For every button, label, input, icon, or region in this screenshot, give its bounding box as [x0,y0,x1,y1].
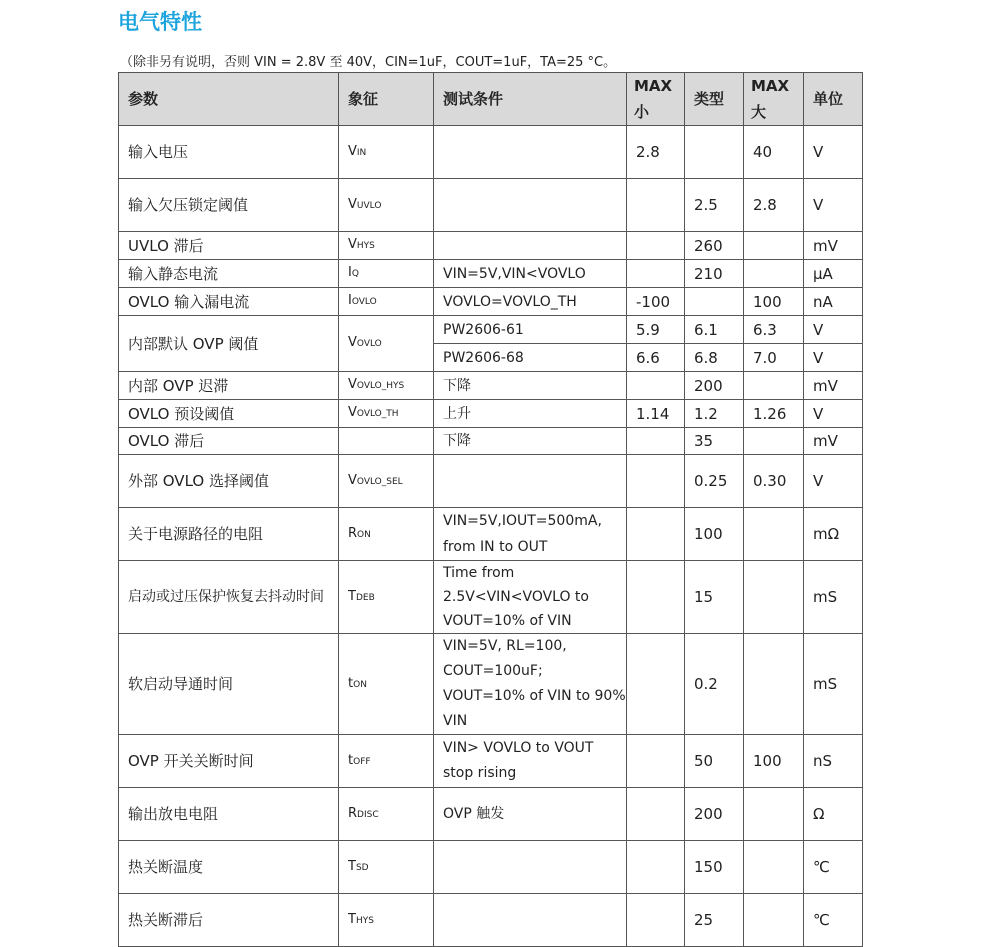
table-row [119,400,863,428]
symbol-cell [339,428,434,455]
typ-cell: 35 [685,428,744,455]
symbol-cell: IOVLO [339,288,434,316]
condition-cell: OVP 触发 [434,788,627,841]
symbol-cell: VIN [339,126,434,179]
typ-cell: 200 [685,372,744,400]
table-row [119,372,863,400]
table-row [119,179,863,232]
condition-cell [434,126,627,179]
condition-cell: 下降 [434,372,627,400]
max-cell [744,508,804,561]
min-cell: 2.8 [627,126,685,179]
param-cell: OVLO 滞后 [119,428,339,455]
table-row [119,316,863,344]
max-cell: 7.0 [744,344,804,372]
test-conditions-note: （除非另有说明，否则 VIN = 2.8V 至 40V，CIN=1uF，COUT=1uF，TA=25 °C。 [120,55,617,70]
symbol-cell: tOFF [339,735,434,788]
condition-cell [434,179,627,232]
min-cell [627,508,685,561]
condition-cell [434,232,627,260]
min-cell [627,561,685,634]
max-cell [744,428,804,455]
table-row [119,735,863,788]
max-cell: 0.30 [744,455,804,508]
max-cell [744,841,804,894]
min-cell [627,455,685,508]
table-row [119,455,863,508]
min-cell [627,894,685,947]
condition-cell: 下降 [434,428,627,455]
max-cell [744,260,804,288]
typ-cell: 6.1 [685,316,744,344]
condition-cell [434,455,627,508]
symbol-cell: RDISC [339,788,434,841]
typ-cell: 100 [685,508,744,561]
condition-cell: Time from 2.5V<VIN<VOVLO to VOUT=10% of VIN [434,561,627,634]
table-row [119,288,863,316]
max-cell: 2.8 [744,179,804,232]
param-cell: UVLO 滞后 [119,232,339,260]
condition-cell [434,894,627,947]
header-typ: 类型 [685,73,744,126]
symbol-cell: tON [339,634,434,735]
min-cell [627,372,685,400]
table-row [119,788,863,841]
unit-cell: ℃ [804,894,863,947]
typ-cell: 2.5 [685,179,744,232]
unit-cell: Ω [804,788,863,841]
max-cell [744,894,804,947]
symbol-cell: IQ [339,260,434,288]
table-row [119,894,863,947]
section-title: 电气特性 [118,10,202,34]
condition-cell: VIN=5V,IOUT=500mA, from IN to OUT [434,508,627,561]
max-cell [744,232,804,260]
param-cell: 输入电压 [119,126,339,179]
condition-cell: VIN> VOVLO to VOUT stop rising [434,735,627,788]
param-cell: 输入静态电流 [119,260,339,288]
min-cell [627,260,685,288]
param-cell: 软启动导通时间 [119,634,339,735]
min-cell [627,232,685,260]
min-cell [627,841,685,894]
table-row [119,260,863,288]
min-cell: 5.9 [627,316,685,344]
min-cell: 6.6 [627,344,685,372]
symbol-cell: VUVLO [339,179,434,232]
min-cell: -100 [627,288,685,316]
unit-cell: V [804,344,863,372]
typ-cell: 0.2 [685,634,744,735]
max-cell: 100 [744,288,804,316]
param-cell: 关于电源路径的电阻 [119,508,339,561]
symbol-cell: TSD [339,841,434,894]
typ-cell: 150 [685,841,744,894]
table-row [119,561,863,634]
max-cell: 1.26 [744,400,804,428]
symbol-cell: VHYS [339,232,434,260]
header-max: MAX大 [744,73,804,126]
unit-cell: mV [804,232,863,260]
param-cell: OVLO 输入漏电流 [119,288,339,316]
unit-cell: V [804,126,863,179]
symbol-cell: TDEB [339,561,434,634]
param-cell: 外部 OVLO 选择阈值 [119,455,339,508]
typ-cell: 15 [685,561,744,634]
param-cell: 热关断温度 [119,841,339,894]
condition-cell: VIN=5V,VIN<VOVLO [434,260,627,288]
unit-cell: V [804,316,863,344]
condition-cell: 上升 [434,400,627,428]
param-cell: OVLO 预设阈值 [119,400,339,428]
electrical-characteristics-table [118,72,863,947]
unit-cell: V [804,455,863,508]
param-cell: 热关断滞后 [119,894,339,947]
max-cell [744,372,804,400]
unit-cell: ℃ [804,841,863,894]
symbol-cell: VOVLO [339,316,434,372]
table-row [119,428,863,455]
unit-cell: V [804,400,863,428]
param-cell: 内部默认 OVP 阈值 [119,316,339,372]
table-row [119,634,863,735]
max-cell: 100 [744,735,804,788]
table-row [119,508,863,561]
typ-cell: 0.25 [685,455,744,508]
symbol-cell: THYS [339,894,434,947]
header-symbol: 象征 [339,73,434,126]
max-cell: 6.3 [744,316,804,344]
table-header-row [119,73,863,126]
table-row [119,232,863,260]
header-min: MAX小 [627,73,685,126]
min-cell [627,788,685,841]
typ-cell: 260 [685,232,744,260]
min-cell [627,179,685,232]
condition-cell: VIN=5V, RL=100, COUT=100uF; VOUT=10% of VIN to 90% VIN [434,634,627,735]
unit-cell: V [804,179,863,232]
typ-cell [685,126,744,179]
condition-cell: PW2606-61 [434,316,627,344]
unit-cell: mS [804,561,863,634]
typ-cell: 1.2 [685,400,744,428]
condition-cell [434,841,627,894]
param-cell: 输出放电电阻 [119,788,339,841]
header-condition: 测试条件 [434,73,627,126]
header-param: 参数 [119,73,339,126]
max-cell [744,788,804,841]
min-cell [627,634,685,735]
symbol-cell: VOVLO_SEL [339,455,434,508]
max-cell [744,561,804,634]
unit-cell: μA [804,260,863,288]
max-cell [744,634,804,735]
param-cell: 启动或过压保护恢复去抖动时间 [119,561,339,634]
min-cell: 1.14 [627,400,685,428]
table-row [119,841,863,894]
typ-cell: 25 [685,894,744,947]
symbol-cell: RON [339,508,434,561]
unit-cell: mV [804,372,863,400]
typ-cell [685,288,744,316]
unit-cell: nS [804,735,863,788]
unit-cell: mV [804,428,863,455]
param-cell: 内部 OVP 迟滞 [119,372,339,400]
symbol-cell: VOVLO_TH [339,400,434,428]
unit-cell: mS [804,634,863,735]
condition-cell: PW2606-68 [434,344,627,372]
typ-cell: 50 [685,735,744,788]
typ-cell: 200 [685,788,744,841]
condition-cell: VOVLO=VOVLO_TH [434,288,627,316]
unit-cell: nA [804,288,863,316]
param-cell: OVP 开关关断时间 [119,735,339,788]
table-row [119,126,863,179]
max-cell: 40 [744,126,804,179]
header-unit: 单位 [804,73,863,126]
min-cell [627,428,685,455]
typ-cell: 6.8 [685,344,744,372]
unit-cell: mΩ [804,508,863,561]
min-cell [627,735,685,788]
symbol-cell: VOVLO_HYS [339,372,434,400]
param-cell: 输入欠压锁定阈值 [119,179,339,232]
typ-cell: 210 [685,260,744,288]
